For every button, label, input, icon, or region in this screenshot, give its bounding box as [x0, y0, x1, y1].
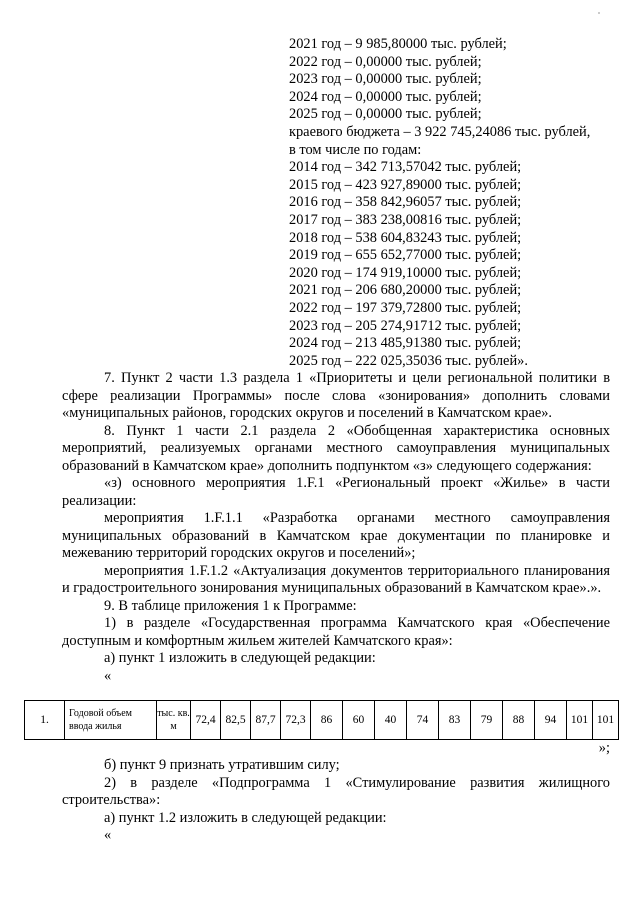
table-row	[25, 701, 619, 740]
value-cell: 86	[311, 701, 343, 740]
tail-line-3: а) пункт 1.2 изложить в следующей редакции:	[104, 809, 387, 826]
paragraph-8: 8. Пункт 1 части 2.1 раздела 2 «Обобщенная характеристика основных мероприятий, реализуемых органами местного самоуправления муниципальных образований в Камчатском крае» дополнить подпунктом «з» следующего содержания:	[62, 422, 610, 474]
row-number: 1.	[25, 701, 65, 740]
paragraph-9-1-a: а) пункт 1 изложить в следующей редакции:	[104, 650, 376, 666]
budget-line: 2024 год – 0,00000 тыс. рублей;	[289, 88, 482, 105]
value-cell: 83	[439, 701, 471, 740]
paragraph-9-1: 1) в разделе «Государственная программа Камчатского края «Обеспечение доступным и комфортным жильем жителей Камчатского края»:	[62, 615, 610, 649]
budget-line: 2018 год – 538 604,83243 тыс. рублей;	[289, 229, 522, 246]
budget-line: 2021 год – 9 985,80000 тыс. рублей;	[289, 36, 507, 52]
value-cell: 60	[343, 701, 375, 740]
tail-open-quote: «	[104, 827, 112, 843]
budget-line: краевого бюджета – 3 922 745,24086 тыс. рублей,	[289, 123, 591, 140]
value-cell: 74	[407, 701, 439, 740]
value-cell: 40	[375, 701, 407, 740]
tail-line-2: 2) в разделе «Подпрограмма 1 «Стимулирование развития жилищного строительства»:	[62, 774, 610, 808]
tail-text	[62, 757, 610, 845]
value-cell: 87,7	[251, 701, 281, 740]
budget-list	[289, 36, 590, 370]
value-cell: 79	[471, 701, 503, 740]
budget-line: 2022 год – 197 379,72800 тыс. рублей;	[289, 299, 522, 316]
value-cell: 101	[593, 701, 619, 740]
value-cell: 72,4	[191, 701, 221, 740]
paragraph-7: 7. Пункт 2 части 1.3 раздела 1 «Приоритеты и цели региональной политики в сфере реализации Программы» после слова «зонирования» дополнить словами «муниципальных районов, городских округов и поселений в Камчатском крае».	[62, 370, 610, 421]
budget-line: 2016 год – 358 842,96057 тыс. рублей;	[289, 194, 522, 211]
indicator-unit: тыс. кв. м	[157, 701, 191, 740]
indicator-name: Годовой объем ввода жилья	[65, 701, 157, 740]
paragraph-8-measure-1: мероприятия 1.F.1.1 «Разработка органами местного самоуправления муниципальных образований в Камчатском крае документации по планировке и межеванию территорий городских округов и поселений»;	[62, 510, 610, 561]
budget-line: 2025 год – 222 025,35036 тыс. рублей».	[289, 352, 528, 369]
budget-line: 2014 год – 342 713,57042 тыс. рублей;	[289, 159, 522, 176]
open-quote: «	[104, 667, 112, 684]
budget-line: 2023 год – 0,00000 тыс. рублей;	[289, 71, 482, 88]
value-cell: 82,5	[221, 701, 251, 740]
budget-line: 2022 год – 0,00000 тыс. рублей;	[289, 53, 482, 70]
budget-line: 2023 год – 205 274,91712 тыс. рублей;	[289, 317, 522, 334]
budget-line: 2025 год – 0,00000 тыс. рублей;	[289, 106, 482, 123]
value-cell: 94	[535, 701, 567, 740]
scan-speck	[598, 12, 600, 14]
value-cell: 88	[503, 701, 535, 740]
budget-line: 2019 год – 655 652,77000 тыс. рублей;	[289, 247, 522, 264]
paragraph-8-z: «з) основного мероприятия 1.F.1 «Региональный проект «Жилье» в части реализации:	[62, 475, 610, 509]
closing-quote: »;	[598, 740, 610, 756]
paragraph-9: 9. В таблице приложения 1 к Программе:	[104, 597, 357, 614]
value-cell: 101	[567, 701, 593, 740]
tail-line-1: б) пункт 9 признать утратившим силу;	[104, 757, 340, 773]
amendment-text	[62, 370, 610, 685]
budget-line: в том числе по годам:	[289, 141, 422, 158]
budget-line: 2021 год – 206 680,20000 тыс. рублей;	[289, 282, 522, 299]
value-cell: 72,3	[281, 701, 311, 740]
budget-line: 2015 год – 423 927,89000 тыс. рублей;	[289, 176, 522, 193]
budget-line: 2024 год – 213 485,91380 тыс. рублей;	[289, 335, 522, 352]
budget-line: 2020 год – 174 919,10000 тыс. рублей;	[289, 264, 522, 281]
paragraph-8-measure-2: мероприятия 1.F.1.2 «Актуализация документов территориального планирования и градостроительного зонирования муниципальных образований в Камчатском крае».».	[62, 562, 610, 596]
annex-table	[24, 700, 619, 740]
budget-line: 2017 год – 383 238,00816 тыс. рублей;	[289, 211, 522, 228]
